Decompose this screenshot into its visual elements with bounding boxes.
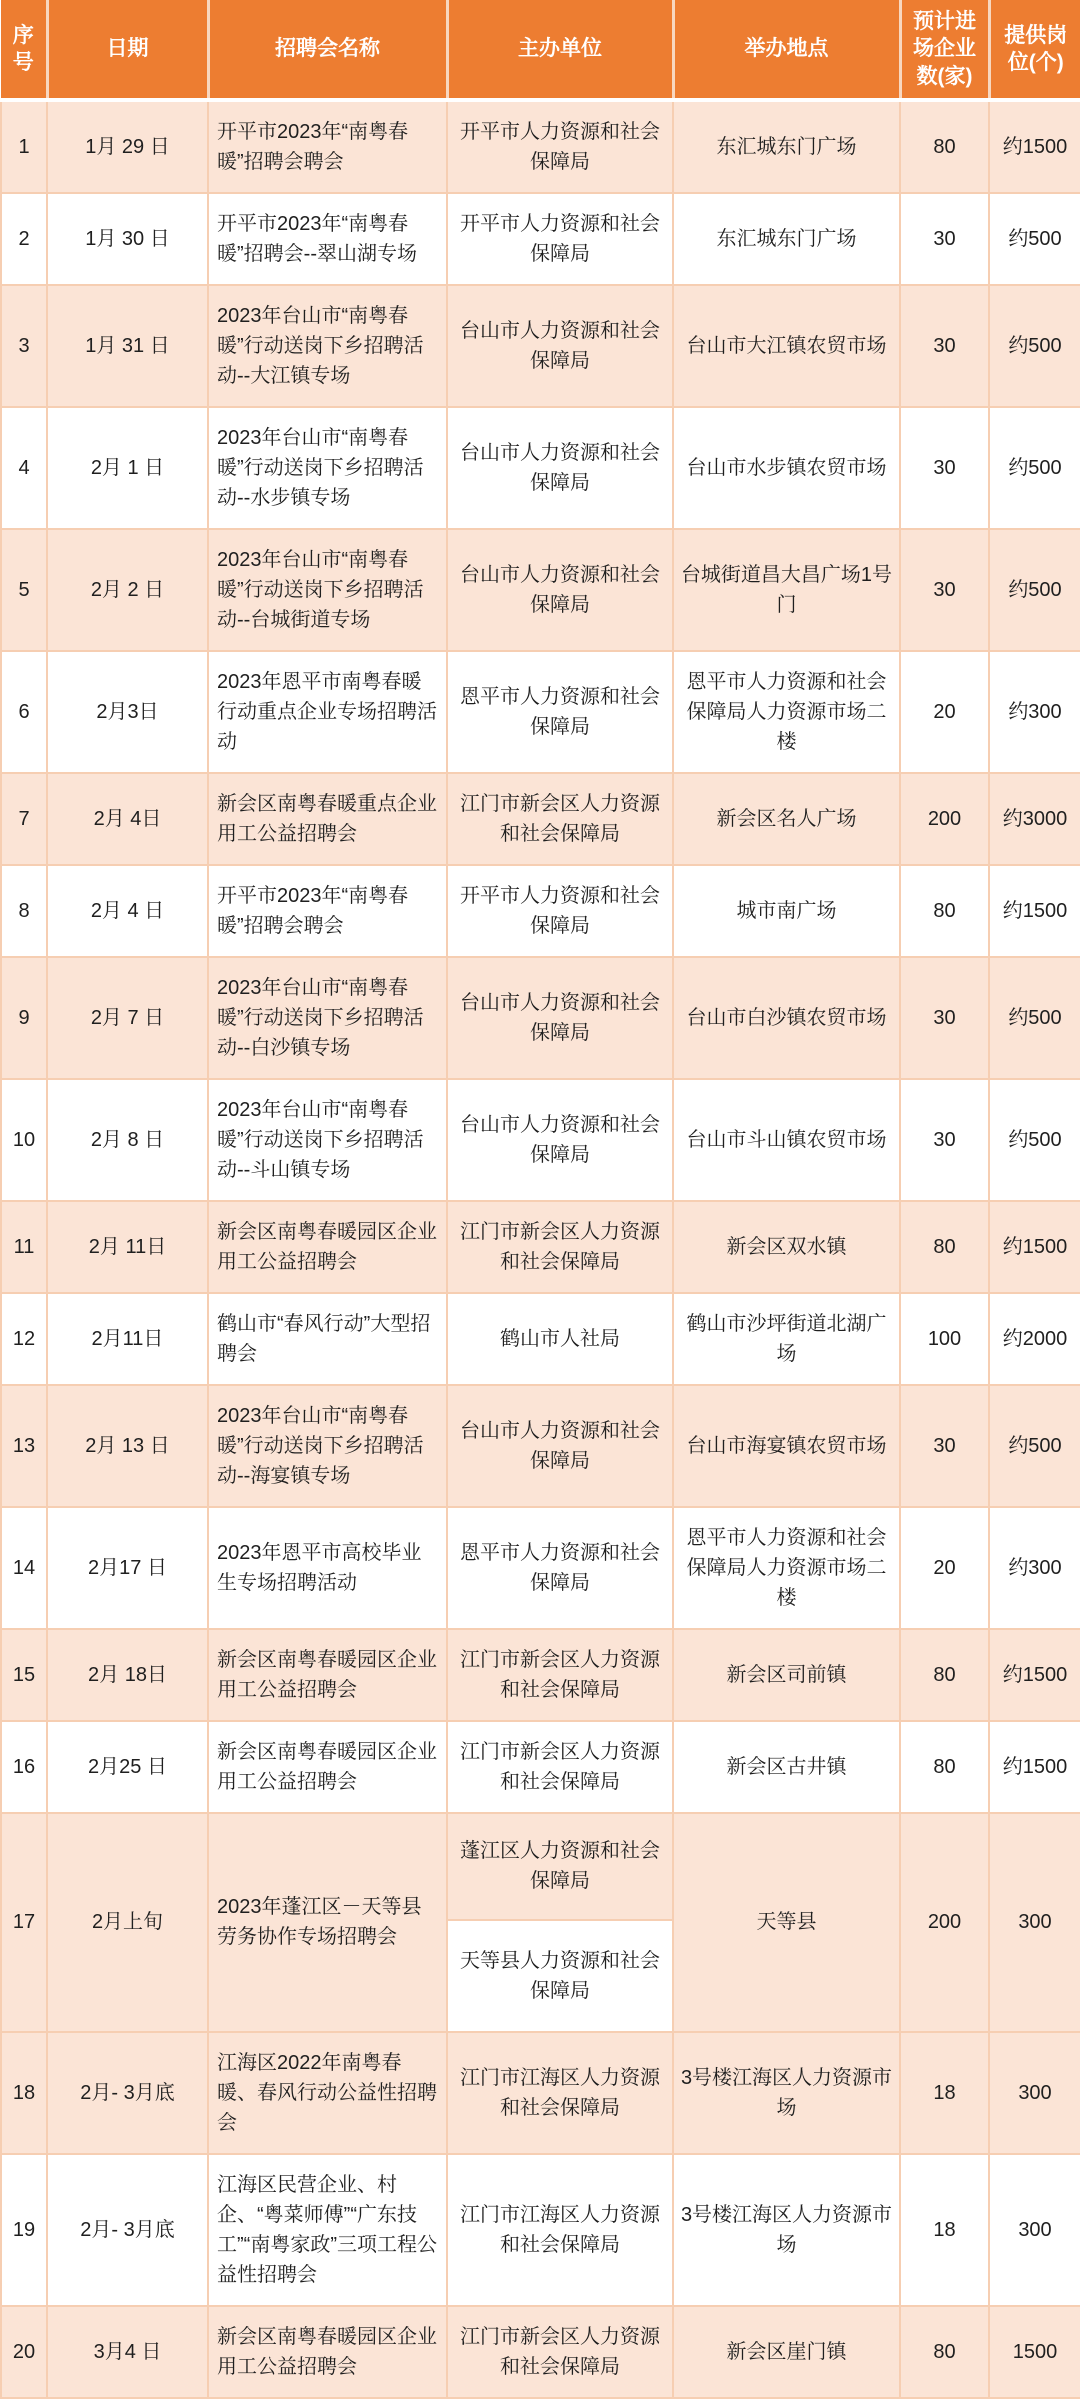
header-row bbox=[1, 0, 1080, 100]
cell-venue: 新会区双水镇 bbox=[673, 1201, 900, 1293]
cell-companies: 30 bbox=[900, 285, 989, 407]
table-row bbox=[1, 1813, 1080, 2032]
cell-companies: 18 bbox=[900, 2154, 989, 2306]
table-row bbox=[1, 1385, 1080, 1507]
table-row bbox=[1, 1201, 1080, 1293]
cell-companies: 30 bbox=[900, 407, 989, 529]
cell-venue: 城市南广场 bbox=[673, 865, 900, 957]
table-row bbox=[1, 865, 1080, 957]
cell-positions: 约500 bbox=[989, 193, 1080, 285]
table-row bbox=[1, 651, 1080, 773]
cell-companies: 100 bbox=[900, 1293, 989, 1385]
table-row bbox=[1, 773, 1080, 865]
cell-no: 11 bbox=[1, 1201, 47, 1293]
cell-no: 9 bbox=[1, 957, 47, 1079]
cell-fair-name: 江海区民营企业、村企、“粤菜师傅”“广东技工”“南粤家政”三项工程公益性招聘会 bbox=[208, 2154, 447, 2306]
cell-organizer: 开平市人力资源和社会保障局 bbox=[447, 865, 673, 957]
table-row bbox=[1, 1721, 1080, 1813]
header-venue: 举办地点 bbox=[673, 0, 900, 100]
cell-positions: 300 bbox=[989, 2032, 1080, 2154]
cell-fair-name: 开平市2023年“南粤春暖”招聘会--翠山湖专场 bbox=[208, 193, 447, 285]
cell-companies: 80 bbox=[900, 1629, 989, 1721]
cell-companies: 30 bbox=[900, 957, 989, 1079]
cell-fair-name: 鹤山市“春风行动”大型招聘会 bbox=[208, 1293, 447, 1385]
cell-venue: 天等县 bbox=[673, 1813, 900, 2032]
cell-fair-name: 2023年台山市“南粤春暖”行动送岗下乡招聘活动--海宴镇专场 bbox=[208, 1385, 447, 1507]
table-row bbox=[1, 193, 1080, 285]
cell-positions: 约1500 bbox=[989, 1629, 1080, 1721]
header-no: 序号 bbox=[1, 0, 47, 100]
cell-companies: 80 bbox=[900, 865, 989, 957]
cell-no: 6 bbox=[1, 651, 47, 773]
cell-fair-name: 2023年蓬江区－天等县劳务协作专场招聘会 bbox=[208, 1813, 447, 2032]
cell-companies: 80 bbox=[900, 2306, 989, 2398]
cell-date: 2月3日 bbox=[47, 651, 208, 773]
cell-no: 18 bbox=[1, 2032, 47, 2154]
table-row bbox=[1, 2306, 1080, 2398]
cell-organizer: 台山市人力资源和社会保障局 bbox=[447, 285, 673, 407]
cell-date: 1月 30 日 bbox=[47, 193, 208, 285]
header-companies: 预计进场企业数(家) bbox=[900, 0, 989, 100]
cell-companies: 200 bbox=[900, 1813, 989, 2032]
cell-organizer: 台山市人力资源和社会保障局 bbox=[447, 1385, 673, 1507]
table-row bbox=[1, 100, 1080, 193]
cell-venue: 恩平市人力资源和社会保障局人力资源市场二楼 bbox=[673, 1507, 900, 1629]
cell-companies: 80 bbox=[900, 1201, 989, 1293]
header-positions: 提供岗位(个) bbox=[989, 0, 1080, 100]
cell-fair-name: 新会区南粤春暖园区企业用工公益招聘会 bbox=[208, 1629, 447, 1721]
cell-date: 2月 7 日 bbox=[47, 957, 208, 1079]
cell-positions: 约300 bbox=[989, 651, 1080, 773]
cell-companies: 30 bbox=[900, 193, 989, 285]
cell-companies: 20 bbox=[900, 651, 989, 773]
cell-date: 2月25 日 bbox=[47, 1721, 208, 1813]
cell-no: 12 bbox=[1, 1293, 47, 1385]
cell-positions: 约3000 bbox=[989, 773, 1080, 865]
table-row bbox=[1, 1293, 1080, 1385]
cell-fair-name: 开平市2023年“南粤春暖”招聘会聘会 bbox=[208, 100, 447, 193]
cell-positions: 约500 bbox=[989, 957, 1080, 1079]
cell-positions: 约500 bbox=[989, 407, 1080, 529]
cell-fair-name: 新会区南粤春暖园区企业用工公益招聘会 bbox=[208, 1201, 447, 1293]
cell-venue: 3号楼江海区人力资源市场 bbox=[673, 2032, 900, 2154]
cell-venue: 台山市斗山镇农贸市场 bbox=[673, 1079, 900, 1201]
cell-organizer: 江门市新会区人力资源和社会保障局 bbox=[447, 2306, 673, 2398]
cell-companies: 30 bbox=[900, 1385, 989, 1507]
organizer-secondary: 天等县人力资源和社会保障局 bbox=[448, 1921, 672, 2031]
cell-companies: 80 bbox=[900, 1721, 989, 1813]
cell-fair-name: 江海区2022年南粤春暖、春风行动公益性招聘会 bbox=[208, 2032, 447, 2154]
cell-venue: 新会区司前镇 bbox=[673, 1629, 900, 1721]
cell-venue: 新会区古井镇 bbox=[673, 1721, 900, 1813]
cell-fair-name: 2023年台山市“南粤春暖”行动送岗下乡招聘活动--大江镇专场 bbox=[208, 285, 447, 407]
cell-venue: 台山市白沙镇农贸市场 bbox=[673, 957, 900, 1079]
cell-fair-name: 新会区南粤春暖园区企业用工公益招聘会 bbox=[208, 1721, 447, 1813]
cell-no: 3 bbox=[1, 285, 47, 407]
cell-organizer: 开平市人力资源和社会保障局 bbox=[447, 193, 673, 285]
cell-date: 2月17 日 bbox=[47, 1507, 208, 1629]
cell-companies: 30 bbox=[900, 529, 989, 651]
cell-fair-name: 2023年台山市“南粤春暖”行动送岗下乡招聘活动--台城街道专场 bbox=[208, 529, 447, 651]
cell-fair-name: 2023年恩平市高校毕业生专场招聘活动 bbox=[208, 1507, 447, 1629]
cell-no: 7 bbox=[1, 773, 47, 865]
cell-date: 2月- 3月底 bbox=[47, 2032, 208, 2154]
cell-no: 5 bbox=[1, 529, 47, 651]
cell-date: 2月 4 日 bbox=[47, 865, 208, 957]
cell-organizer: 江门市新会区人力资源和社会保障局 bbox=[447, 773, 673, 865]
cell-no: 16 bbox=[1, 1721, 47, 1813]
cell-date: 2月 8 日 bbox=[47, 1079, 208, 1201]
cell-companies: 18 bbox=[900, 2032, 989, 2154]
cell-organizer: 江门市江海区人力资源和社会保障局 bbox=[447, 2032, 673, 2154]
cell-positions: 约500 bbox=[989, 285, 1080, 407]
table-row bbox=[1, 1079, 1080, 1201]
cell-date: 1月 29 日 bbox=[47, 100, 208, 193]
cell-organizer: 恩平市人力资源和社会保障局 bbox=[447, 651, 673, 773]
cell-fair-name: 新会区南粤春暖园区企业用工公益招聘会 bbox=[208, 2306, 447, 2398]
cell-organizer: 江门市江海区人力资源和社会保障局 bbox=[447, 2154, 673, 2306]
table-row bbox=[1, 285, 1080, 407]
cell-companies: 30 bbox=[900, 1079, 989, 1201]
cell-organizer: 台山市人力资源和社会保障局 bbox=[447, 407, 673, 529]
cell-no: 19 bbox=[1, 2154, 47, 2306]
header-fair-name: 招聘会名称 bbox=[208, 0, 447, 100]
table-row bbox=[1, 529, 1080, 651]
cell-positions: 约2000 bbox=[989, 1293, 1080, 1385]
cell-venue: 东汇城东门广场 bbox=[673, 100, 900, 193]
cell-date: 2月 4日 bbox=[47, 773, 208, 865]
cell-positions: 约500 bbox=[989, 1385, 1080, 1507]
cell-fair-name: 开平市2023年“南粤春暖”招聘会聘会 bbox=[208, 865, 447, 957]
cell-fair-name: 2023年台山市“南粤春暖”行动送岗下乡招聘活动--白沙镇专场 bbox=[208, 957, 447, 1079]
cell-organizer: 台山市人力资源和社会保障局 bbox=[447, 957, 673, 1079]
table-row bbox=[1, 2154, 1080, 2306]
cell-venue: 东汇城东门广场 bbox=[673, 193, 900, 285]
cell-positions: 300 bbox=[989, 2154, 1080, 2306]
cell-fair-name: 2023年台山市“南粤春暖”行动送岗下乡招聘活动--斗山镇专场 bbox=[208, 1079, 447, 1201]
cell-companies: 200 bbox=[900, 773, 989, 865]
cell-positions: 约1500 bbox=[989, 1201, 1080, 1293]
table-row bbox=[1, 2032, 1080, 2154]
cell-date: 2月 13 日 bbox=[47, 1385, 208, 1507]
cell-no: 4 bbox=[1, 407, 47, 529]
cell-venue: 台山市水步镇农贸市场 bbox=[673, 407, 900, 529]
table-row bbox=[1, 407, 1080, 529]
cell-venue: 新会区崖门镇 bbox=[673, 2306, 900, 2398]
cell-date: 1月 31 日 bbox=[47, 285, 208, 407]
cell-positions: 1500 bbox=[989, 2306, 1080, 2398]
cell-no: 2 bbox=[1, 193, 47, 285]
cell-organizer: 台山市人力资源和社会保障局 bbox=[447, 529, 673, 651]
cell-positions: 约1500 bbox=[989, 1721, 1080, 1813]
cell-no: 10 bbox=[1, 1079, 47, 1201]
table-row bbox=[1, 1507, 1080, 1629]
cell-positions: 约500 bbox=[989, 1079, 1080, 1201]
cell-organizer: 江门市新会区人力资源和社会保障局 bbox=[447, 1201, 673, 1293]
cell-positions: 约1500 bbox=[989, 865, 1080, 957]
table-header bbox=[1, 0, 1080, 100]
cell-companies: 20 bbox=[900, 1507, 989, 1629]
cell-venue: 恩平市人力资源和社会保障局人力资源市场二楼 bbox=[673, 651, 900, 773]
header-organizer: 主办单位 bbox=[447, 0, 673, 100]
cell-organizer: 恩平市人力资源和社会保障局 bbox=[447, 1507, 673, 1629]
cell-date: 2月 1 日 bbox=[47, 407, 208, 529]
header-date: 日期 bbox=[47, 0, 208, 100]
cell-date: 2月 2 日 bbox=[47, 529, 208, 651]
cell-positions: 300 bbox=[989, 1813, 1080, 2032]
cell-organizer bbox=[447, 1813, 673, 2032]
cell-companies: 80 bbox=[900, 100, 989, 193]
cell-organizer: 江门市新会区人力资源和社会保障局 bbox=[447, 1721, 673, 1813]
cell-venue: 3号楼江海区人力资源市场 bbox=[673, 2154, 900, 2306]
cell-organizer: 鹤山市人社局 bbox=[447, 1293, 673, 1385]
cell-date: 2月 18日 bbox=[47, 1629, 208, 1721]
cell-venue: 鹤山市沙坪街道北湖广场 bbox=[673, 1293, 900, 1385]
cell-date: 2月 11日 bbox=[47, 1201, 208, 1293]
cell-venue: 台山市海宴镇农贸市场 bbox=[673, 1385, 900, 1507]
cell-no: 13 bbox=[1, 1385, 47, 1507]
cell-venue: 台城街道昌大昌广场1号门 bbox=[673, 529, 900, 651]
cell-no: 20 bbox=[1, 2306, 47, 2398]
cell-organizer: 台山市人力资源和社会保障局 bbox=[447, 1079, 673, 1201]
cell-no: 1 bbox=[1, 100, 47, 193]
cell-fair-name: 2023年恩平市南粤春暖行动重点企业专场招聘活动 bbox=[208, 651, 447, 773]
cell-no: 17 bbox=[1, 1813, 47, 2032]
cell-date: 2月上旬 bbox=[47, 1813, 208, 2032]
cell-positions: 约500 bbox=[989, 529, 1080, 651]
cell-venue: 新会区名人广场 bbox=[673, 773, 900, 865]
cell-fair-name: 2023年台山市“南粤春暖”行动送岗下乡招聘活动--水步镇专场 bbox=[208, 407, 447, 529]
organizer-primary: 蓬江区人力资源和社会保障局 bbox=[448, 1814, 672, 1921]
table-row bbox=[1, 1629, 1080, 1721]
table-row bbox=[1, 957, 1080, 1079]
cell-positions: 约300 bbox=[989, 1507, 1080, 1629]
cell-fair-name: 新会区南粤春暖重点企业用工公益招聘会 bbox=[208, 773, 447, 865]
cell-organizer: 江门市新会区人力资源和社会保障局 bbox=[447, 1629, 673, 1721]
cell-date: 2月11日 bbox=[47, 1293, 208, 1385]
table-body bbox=[1, 100, 1080, 2398]
cell-venue: 台山市大江镇农贸市场 bbox=[673, 285, 900, 407]
cell-date: 3月4 日 bbox=[47, 2306, 208, 2398]
cell-positions: 约1500 bbox=[989, 100, 1080, 193]
cell-date: 2月- 3月底 bbox=[47, 2154, 208, 2306]
cell-no: 14 bbox=[1, 1507, 47, 1629]
cell-no: 15 bbox=[1, 1629, 47, 1721]
cell-no: 8 bbox=[1, 865, 47, 957]
cell-organizer: 开平市人力资源和社会保障局 bbox=[447, 100, 673, 193]
